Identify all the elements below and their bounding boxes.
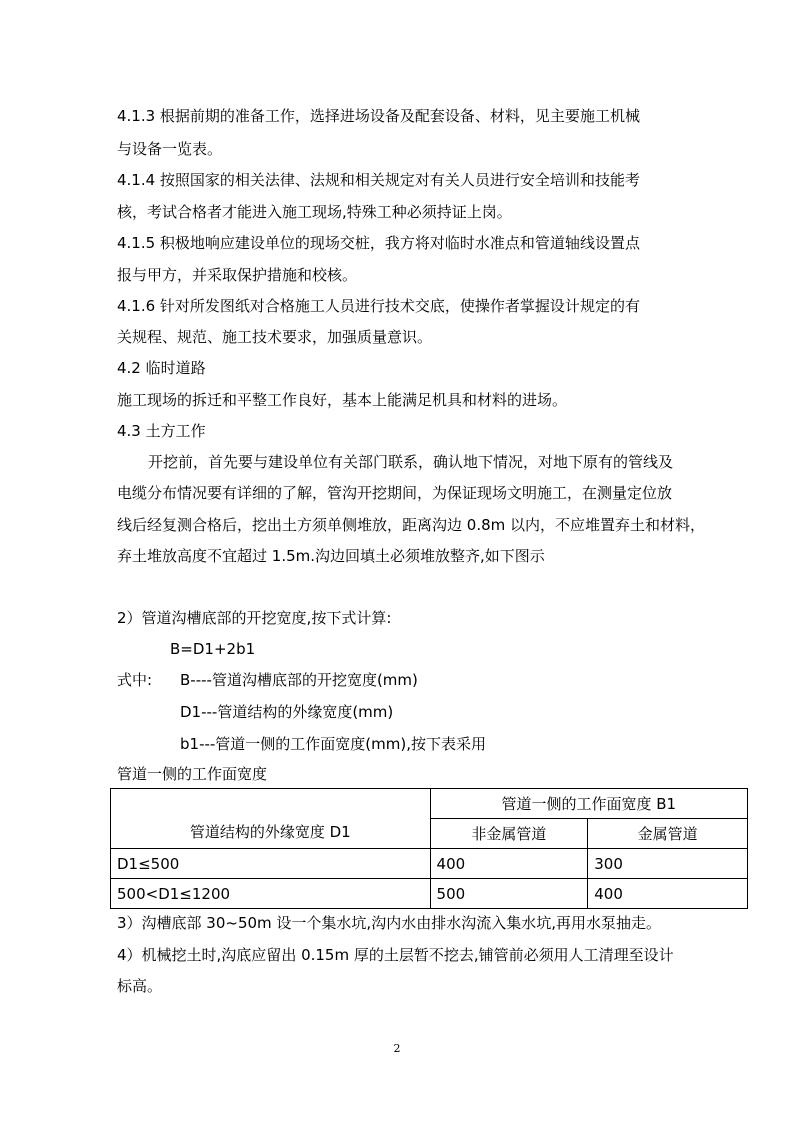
heading-4-3: 4.3 土方工作 xyxy=(117,422,206,440)
where-b: B----管道沟槽底部的开挖宽度(mm) xyxy=(180,671,418,689)
para-4-3-line2: 电缆分布情况要有详细的了解，管沟开挖期间，为保证现场文明施工，在测量定位放 xyxy=(117,484,673,502)
work-width-table xyxy=(110,788,748,909)
where-b1: b1---管道一侧的工作面宽度(mm),按下表采用 xyxy=(180,735,487,753)
table-header-row xyxy=(111,789,748,819)
where-d1: D1---管道结构的外缘宽度(mm) xyxy=(180,703,394,721)
item-2: 2）管道沟槽底部的开挖宽度,按下式计算: xyxy=(117,609,392,627)
para-4-1-5-line2: 报与甲方，并采取保护措施和校核。 xyxy=(117,266,358,284)
header-work-width-group: 管道一侧的工作面宽度 B1 xyxy=(430,789,747,819)
where-label: 式中: xyxy=(117,671,153,689)
para-4-1-4-line1: 4.1.4 按照国家的相关法律、法规和相关规定对有关人员进行安全培训和技能考 xyxy=(117,171,640,189)
heading-4-2: 4.2 临时道路 xyxy=(117,359,206,377)
table-row xyxy=(111,879,748,909)
cell-metal: 300 xyxy=(588,849,748,879)
cell-range: 500<D1≤1200 xyxy=(111,879,431,909)
formula: B=D1+2b1 xyxy=(170,640,256,658)
header-nonmetal: 非金属管道 xyxy=(430,819,588,849)
para-4-1-5-line1: 4.1.5 积极地响应建设单位的现场交桩，我方将对临时水准点和管道轴线设置点 xyxy=(117,234,640,252)
para-4-3-line3: 线后经复测合格后，挖出土方须单侧堆放，距离沟边 0.8m 以内，不应堆置弃土和材料， xyxy=(117,516,706,534)
para-4-1-4-line2: 核，考试合格者才能进入施工现场,特殊工种必须持证上岗。 xyxy=(117,203,512,221)
para-4-2: 施工现场的拆迁和平整工作良好，基本上能满足机具和材料的进场。 xyxy=(117,391,568,409)
cell-nonmetal: 400 xyxy=(430,849,588,879)
header-outer-width: 管道结构的外缘宽度 D1 xyxy=(111,789,431,849)
table-caption: 管道一侧的工作面宽度 xyxy=(117,765,268,783)
para-4-1-3-line1: 4.1.3 根据前期的准备工作，选择进场设备及配套设备、材料，见主要施工机械 xyxy=(117,107,640,125)
item-4-line2: 标高。 xyxy=(117,977,163,995)
para-4-3-line4: 弃土堆放高度不宜超过 1.5m.沟边回填土必须堆放整齐,如下图示 xyxy=(117,547,545,565)
cell-metal: 400 xyxy=(588,879,748,909)
page-number: 2 xyxy=(393,1042,401,1055)
item-4-line1: 4）机械挖土时,沟底应留出 0.15m 厚的土层暂不挖去,铺管前必须用人工清理至设计 xyxy=(117,946,674,964)
header-metal: 金属管道 xyxy=(588,819,748,849)
cell-nonmetal: 500 xyxy=(430,879,588,909)
para-4-1-6-line1: 4.1.6 针对所发图纸对合格施工人员进行技术交底，使操作者掌握设计规定的有 xyxy=(117,297,640,315)
item-3: 3）沟槽底部 30~50m 设一个集水坑,沟内水由排水沟流入集水坑,再用水泵抽走。 xyxy=(117,914,661,932)
para-4-3-line1: 开挖前，首先要与建设单位有关部门联系，确认地下情况，对地下原有的管线及 xyxy=(148,453,674,471)
para-4-1-3-line2: 与设备一览表。 xyxy=(117,140,223,158)
para-4-1-6-line2: 关规程、规范、施工技术要求，加强质量意识。 xyxy=(117,328,433,346)
cell-range: D1≤500 xyxy=(111,849,431,879)
table-row xyxy=(111,849,748,879)
